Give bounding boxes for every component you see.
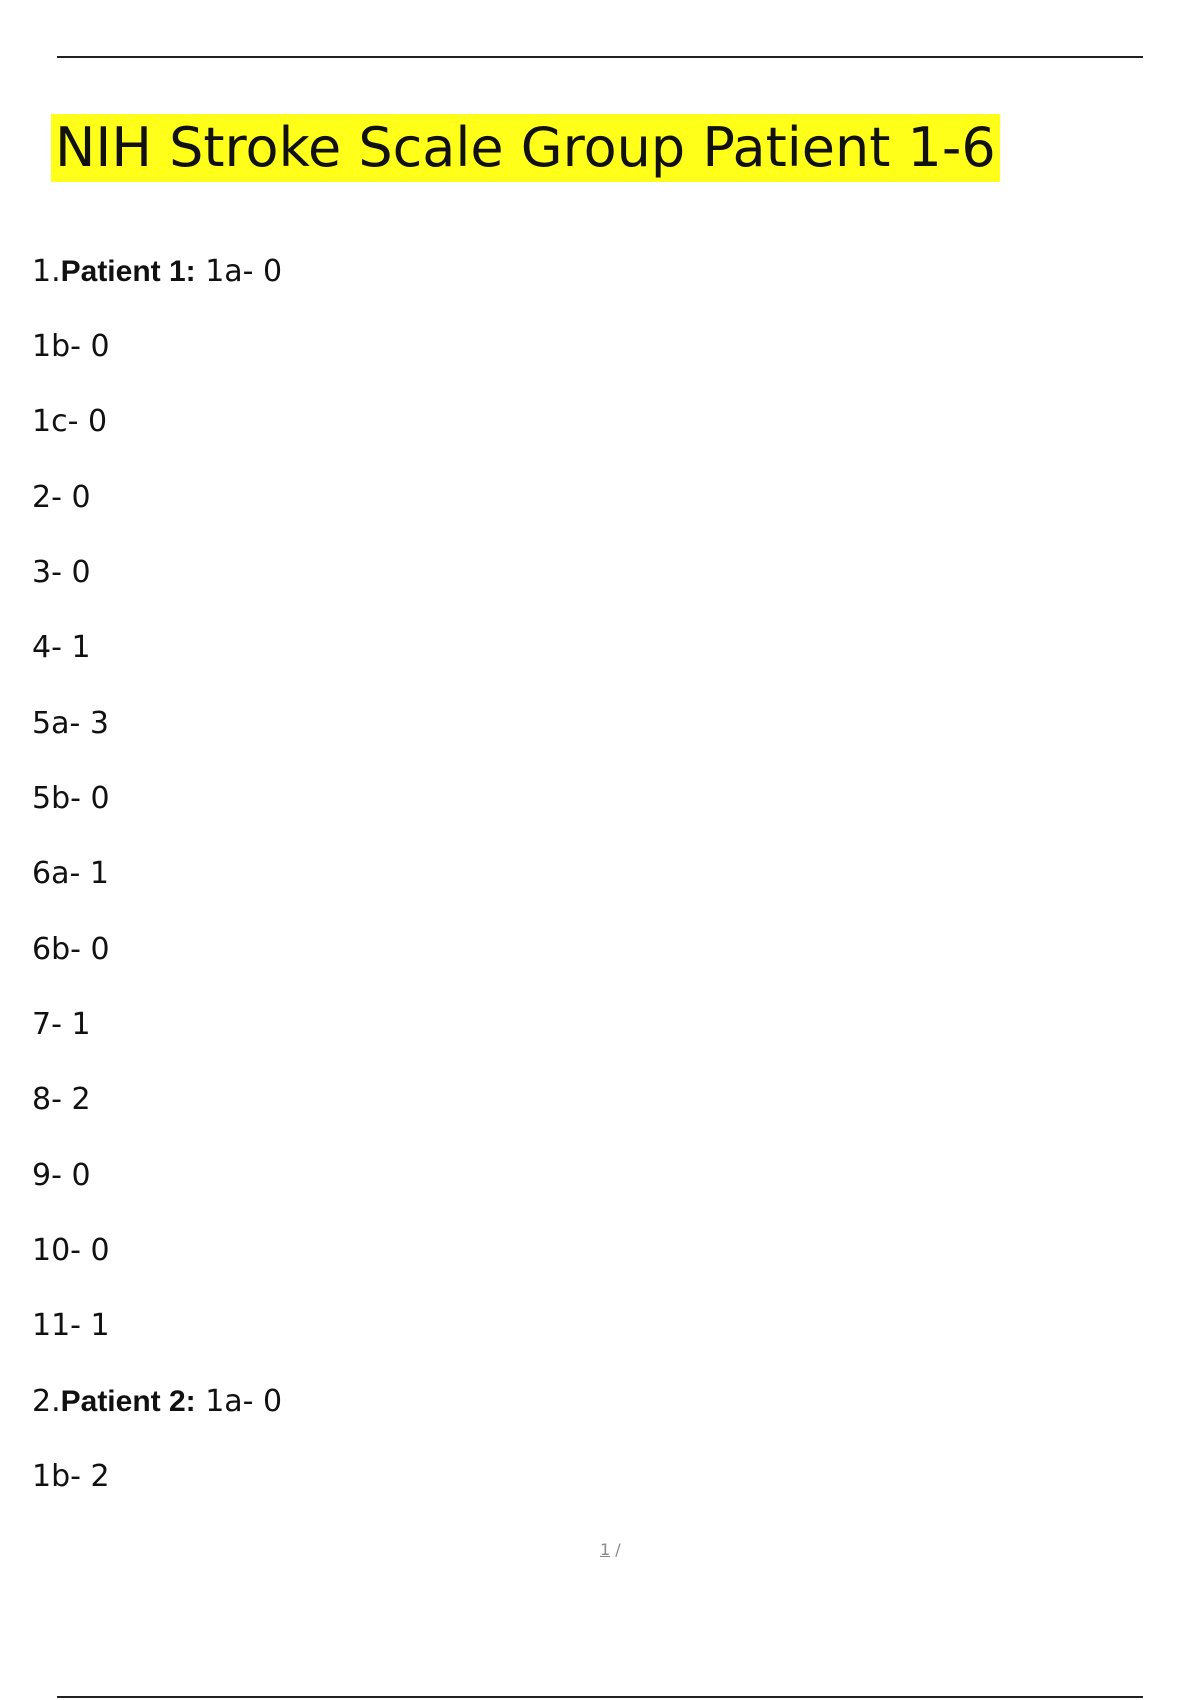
page-current: 1: [600, 1540, 611, 1559]
score-item: 1c- 0: [32, 404, 108, 439]
score-item: 11- 1: [32, 1308, 110, 1343]
score-item: 7- 1: [32, 1007, 91, 1042]
document-title: NIH Stroke Scale Group Patient 1-6: [51, 114, 1000, 182]
patient-1-number: 1.: [32, 254, 61, 289]
patient-2-heading: [32, 1384, 282, 1420]
score-item: 5a- 3: [32, 706, 109, 741]
patient-1-first-item: 1a- 0: [195, 254, 283, 289]
patient-2-label: Patient 2:: [60, 1385, 196, 1418]
top-rule: [57, 56, 1143, 58]
score-item: 4- 1: [32, 630, 91, 665]
patient-1-heading: [32, 254, 282, 290]
patient-1-label: Patient 1:: [60, 255, 196, 288]
score-item: 5b- 0: [32, 781, 110, 816]
page-number: [600, 1540, 621, 1559]
score-item: 2- 0: [32, 480, 91, 515]
score-item: 8- 2: [32, 1082, 91, 1117]
score-item: 10- 0: [32, 1233, 110, 1268]
score-item: 3- 0: [32, 555, 91, 590]
patient-2-number: 2.: [32, 1384, 61, 1419]
score-item: 1b- 0: [32, 329, 110, 364]
score-item: 1b- 2: [32, 1459, 110, 1494]
score-item: 9- 0: [32, 1158, 91, 1193]
patient-2-first-item: 1a- 0: [195, 1384, 283, 1419]
score-item: 6b- 0: [32, 932, 110, 967]
page-separator: /: [610, 1540, 621, 1559]
score-item: 6a- 1: [32, 856, 109, 891]
bottom-rule: [57, 1696, 1143, 1698]
